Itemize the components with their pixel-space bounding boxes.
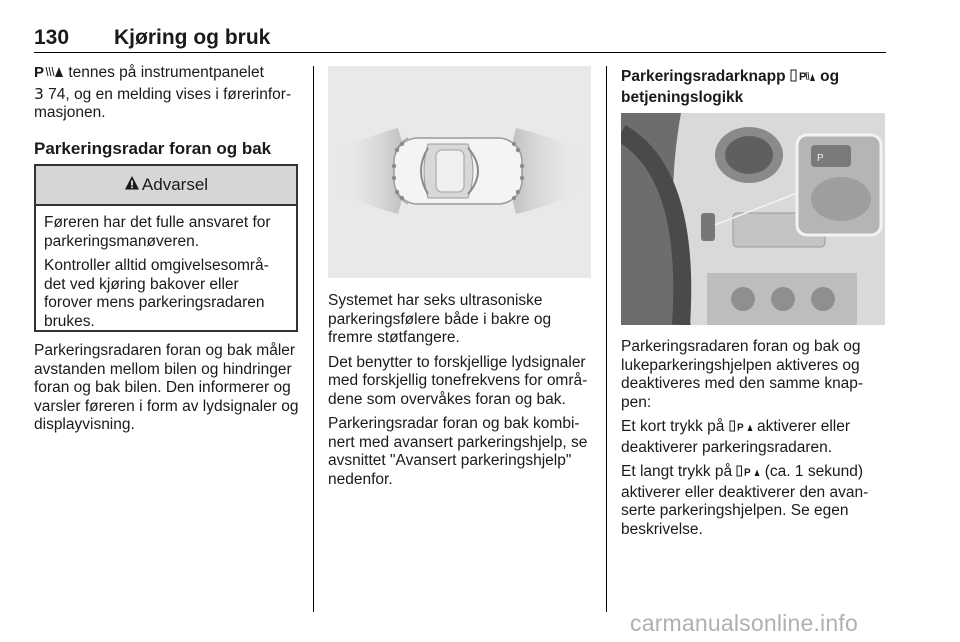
body-paragraph: Parkeringsradaren foran og bak måler avstanden mellom bilen og hindringer foran og bak bilen. Den informerer og varsler føreren i form av lydsignaler og displayvisning. — [34, 342, 299, 433]
warning-text-1: Føreren har det fulle ansvaret for parkeringsmanøveren. — [44, 214, 271, 250]
intro-text: tennes på instrumentpanelet — [68, 64, 264, 81]
button-section-heading: Parkeringsradarknapp P og betjeningslogikk — [621, 68, 840, 106]
parking-radar-icon — [34, 64, 64, 85]
svg-text:P: P — [817, 153, 824, 164]
page-reference-arrow-icon: 3 — [34, 84, 44, 103]
column-divider-2 — [606, 66, 607, 612]
parking-button-icon — [736, 465, 760, 484]
warning-text-2: Kontroller alltid omgivelsesområ-det ved kjøring bakover eller forover mens parkeringsradaren brukes. — [44, 257, 269, 330]
svg-text:P: P — [736, 422, 744, 433]
col3-paragraph-1: Parkeringsradaren foran og bak og lukeparkeringshjelpen aktiveres og deaktiveres med den samme knap-pen: — [621, 338, 864, 411]
column-1 — [34, 64, 300, 159]
col2-paragraph-1: Systemet har seks ultrasoniske parkeringsfølere både i bakre og fremre støtfangere. — [328, 292, 552, 346]
col3-paragraph-2: Et kort trykk på P aktiverer eller deaktiverer parkeringsradaren. — [621, 418, 851, 456]
car-topview-illustration — [328, 66, 591, 278]
column-2 — [328, 292, 594, 495]
svg-text:P: P — [744, 467, 752, 478]
warning-header — [36, 166, 296, 206]
svg-text:P: P — [798, 71, 807, 83]
warning-title: Advarsel — [141, 175, 209, 194]
page-title: Kjøring og bruk — [114, 26, 271, 49]
col2-paragraph-3: Parkeringsradar foran og bak kombi-nert med avansert parkeringshjelp, se avsnittet "Avansert parkeringshjelp" nedenfor. — [328, 415, 588, 488]
parking-button-icon — [790, 69, 816, 89]
header-divider — [34, 52, 886, 53]
warning-box — [34, 164, 298, 332]
column-divider-1 — [313, 66, 314, 612]
intro-text-end: masjonen. — [34, 104, 106, 121]
col3-paragraph-3: Et langt trykk på P (ca. 1 sekund) aktiverer eller deaktiverer den avan-serte parkeringshjelpen. Se egen beskrivelse. — [621, 463, 869, 538]
page-number: 130 — [34, 26, 70, 49]
page-header — [34, 26, 886, 50]
dashboard-button-photo — [621, 113, 885, 325]
column-1-lower — [34, 342, 302, 441]
section-heading: Parkeringsradar foran og bak — [34, 138, 272, 158]
page-reference-text: 74, og en melding vises i førerinfor- — [43, 85, 292, 103]
warning-icon — [124, 175, 140, 196]
svg-text:P: P — [34, 64, 45, 79]
watermark: carmanualsonline.info — [630, 610, 858, 636]
column-3-heading — [621, 68, 887, 107]
parking-button-icon — [729, 420, 753, 439]
column-3 — [621, 338, 889, 545]
col2-paragraph-2: Det benytter to forskjellige lydsignaler med forskjellig tonefrekvens for områ-dene som overvåkes foran og bak. — [328, 353, 588, 408]
